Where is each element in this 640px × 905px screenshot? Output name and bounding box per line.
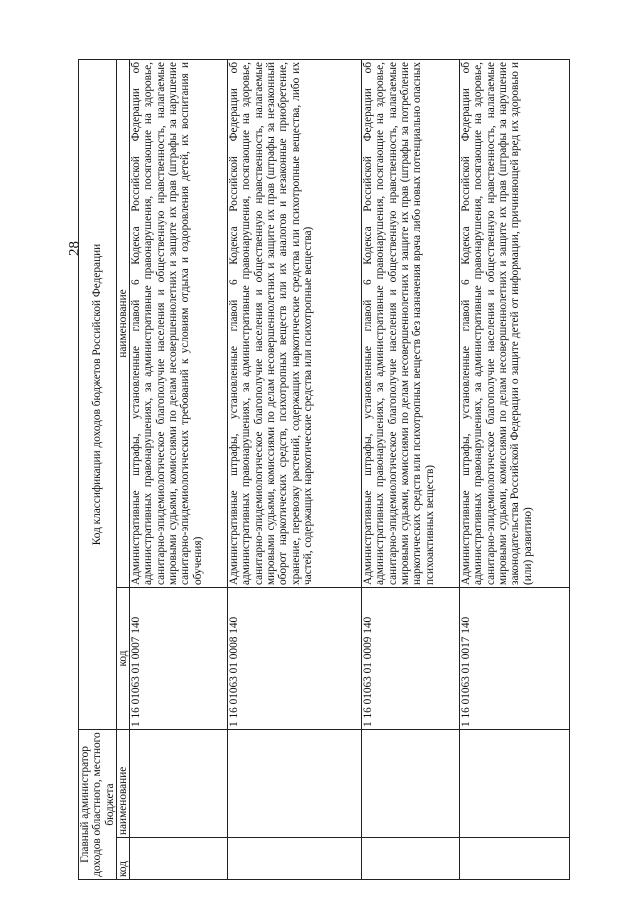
header-classification: Код классификации доходов бюджетов Российской Федерации [79, 60, 117, 730]
code-cell: 1 16 01063 01 0007 140 [130, 588, 228, 730]
subheader-admin-name: наименование [116, 730, 129, 838]
name-cell: Административные штрафы, установленные главой 6 Кодекса Российской Федерации об административных правонарушениях, за административные правонарушения, посягающие на здоровье, санитарно-эпидемиологическое благополучие населения и общественную нравственность, налагаемые мировыми судьями, комиссиями по делам несовершеннолетних и защите их прав (штрафы за незаконный оборот наркотических средств, психотропных веществ или их аналогов и незаконные приобретение, хранение, перевозку растений, содержащих наркотические средства или психотропные вещества, либо их частей, содержащих наркотические средства или психотропные вещества) [228, 60, 362, 588]
admin-name-cell [228, 730, 362, 838]
admin-code-cell [460, 838, 570, 880]
table-header-row [79, 60, 117, 880]
name-cell: Административные штрафы, установленные главой 6 Кодекса Российской Федерации об административных правонарушениях, за административные правонарушения, посягающие на здоровье, санитарно-эпидемиологическое благополучие населения и общественную нравственность, налагаемые мировыми судьями, комиссиями по делам несовершеннолетних и защите их прав (штрафы за нарушение санитарно-эпидемиологических требований к условиям отдыха и оздоровления детей, их воспитания и обучения) [130, 60, 228, 588]
rotated-page-content [78, 60, 558, 880]
table-row [228, 60, 362, 880]
table-row [130, 60, 228, 880]
revenue-classification-table [78, 59, 570, 880]
code-cell: 1 16 01063 01 0017 140 [460, 588, 570, 730]
admin-code-cell [228, 838, 362, 880]
admin-code-cell [362, 838, 460, 880]
subheader-code: код [116, 588, 129, 730]
name-cell: Административные штрафы, установленные главой 6 Кодекса Российской Федерации об административных правонарушениях, за административные правонарушения, посягающие на здоровье, санитарно-эпидемиологическое благополучие населения и общественную нравственность, налагаемые мировыми судьями, комиссиями по делам несовершеннолетних и защите их прав (штрафы за потребление наркотических средств или психотропных веществ без назначения врача либо новых потенциально опасных психоактивных веществ) [362, 60, 460, 588]
table-subheader-row [116, 60, 129, 880]
table-row [362, 60, 460, 880]
subheader-name: наименование [116, 60, 129, 588]
table-row [460, 60, 570, 880]
page-number: 28 [66, 241, 83, 256]
admin-name-cell [362, 730, 460, 838]
subheader-admin-code: код [116, 838, 129, 880]
name-cell: Административные штрафы, установленные главой 6 Кодекса Российской Федерации об административных правонарушениях, за административные правонарушения, посягающие на здоровье, санитарно-эпидемиологическое благополучие населения и общественную нравственность, налагаемые мировыми судьями, комиссиями по делам несовершеннолетних и защите их прав (штрафы за нарушение законодательства Российской Федерации о защите детей от информации, причиняющей вред их здоровью и (или) развитию) [460, 60, 570, 588]
header-admin: Главный администратор доходов областного, местного бюджета [79, 730, 117, 880]
code-cell: 1 16 01063 01 0009 140 [362, 588, 460, 730]
code-cell: 1 16 01063 01 0008 140 [228, 588, 362, 730]
admin-code-cell [130, 838, 228, 880]
admin-name-cell [460, 730, 570, 838]
admin-name-cell [130, 730, 228, 838]
